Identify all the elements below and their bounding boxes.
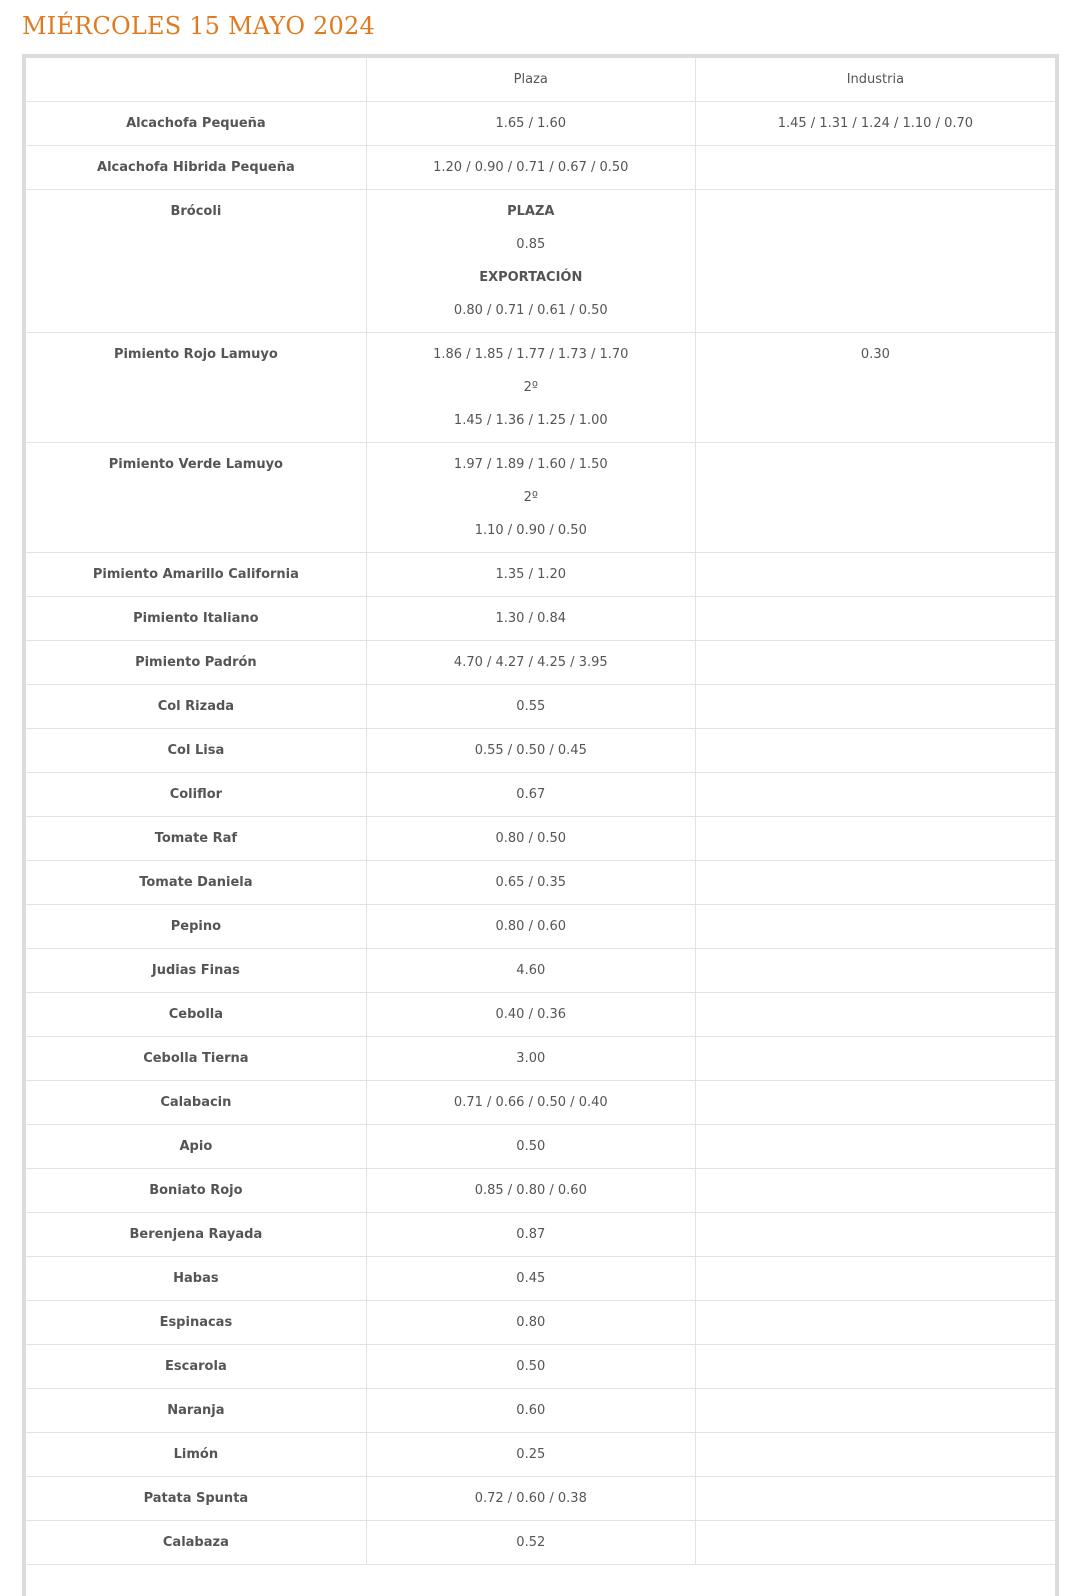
product-name: Alcachofa Hibrida Pequeña bbox=[26, 146, 366, 190]
industria-cell bbox=[695, 1037, 1055, 1081]
industria-cell bbox=[695, 597, 1055, 641]
plaza-cell bbox=[366, 729, 695, 773]
plaza-cell bbox=[366, 333, 695, 443]
industria-cell bbox=[695, 1301, 1055, 1345]
industria-cell bbox=[695, 773, 1055, 817]
table-row bbox=[26, 1301, 1055, 1345]
plaza-price-line: 0.55 bbox=[516, 699, 546, 714]
industria-cell bbox=[695, 553, 1055, 597]
header-plaza: Plaza bbox=[366, 58, 695, 102]
product-name: Brócoli bbox=[26, 190, 366, 333]
plaza-cell bbox=[366, 817, 695, 861]
industria-cell bbox=[695, 443, 1055, 553]
table-row bbox=[26, 1213, 1055, 1257]
plaza-price-line: EXPORTACIÓN bbox=[479, 270, 583, 285]
table-row bbox=[26, 1257, 1055, 1301]
plaza-cell bbox=[366, 1433, 695, 1477]
table-row bbox=[26, 190, 1055, 333]
plaza-price-line: 0.40 / 0.36 bbox=[495, 1007, 567, 1022]
plaza-cell bbox=[366, 146, 695, 190]
header-industria: Industria bbox=[695, 58, 1055, 102]
table-row bbox=[26, 773, 1055, 817]
table-row bbox=[26, 553, 1055, 597]
industria-cell bbox=[695, 1257, 1055, 1301]
product-name: Escarola bbox=[26, 1345, 366, 1389]
industria-cell bbox=[695, 1169, 1055, 1213]
product-name: Apio bbox=[26, 1125, 366, 1169]
table-row bbox=[26, 1389, 1055, 1433]
product-name: Naranja bbox=[26, 1389, 366, 1433]
product-name: Pimiento Padrón bbox=[26, 641, 366, 685]
industria-cell bbox=[695, 190, 1055, 333]
table-row bbox=[26, 1125, 1055, 1169]
plaza-price-line: 0.55 / 0.50 / 0.45 bbox=[474, 743, 587, 758]
plaza-price-line: 1.35 / 1.20 bbox=[495, 567, 567, 582]
industria-cell bbox=[695, 685, 1055, 729]
industria-price-line: 1.45 / 1.31 / 1.24 / 1.10 / 0.70 bbox=[777, 116, 974, 131]
product-name: Tomate Daniela bbox=[26, 861, 366, 905]
plaza-price-line: 2º bbox=[523, 490, 538, 505]
plaza-price-line: 1.10 / 0.90 / 0.50 bbox=[474, 523, 587, 538]
table-row bbox=[26, 597, 1055, 641]
product-name: Pimiento Verde Lamuyo bbox=[26, 443, 366, 553]
plaza-cell bbox=[366, 1213, 695, 1257]
product-name: Cebolla Tierna bbox=[26, 1037, 366, 1081]
plaza-cell bbox=[366, 1345, 695, 1389]
product-name: Col Lisa bbox=[26, 729, 366, 773]
table-row bbox=[26, 443, 1055, 553]
plaza-price-line: 1.45 / 1.36 / 1.25 / 1.00 bbox=[453, 413, 608, 428]
product-name: Pimiento Italiano bbox=[26, 597, 366, 641]
industria-cell bbox=[695, 1477, 1055, 1521]
industria-cell bbox=[695, 1389, 1055, 1433]
plaza-cell bbox=[366, 597, 695, 641]
plaza-cell bbox=[366, 190, 695, 333]
plaza-price-line: 1.20 / 0.90 / 0.71 / 0.67 / 0.50 bbox=[433, 160, 629, 175]
table-row bbox=[26, 1521, 1055, 1565]
plaza-price-line: 0.80 / 0.60 bbox=[495, 919, 567, 934]
plaza-price-line: 0.25 bbox=[516, 1447, 546, 1462]
industria-cell bbox=[695, 729, 1055, 773]
product-name: Alcachofa Pequeña bbox=[26, 102, 366, 146]
plaza-price-line: 0.80 / 0.71 / 0.61 / 0.50 bbox=[453, 303, 608, 318]
product-name: Patata Spunta bbox=[26, 1477, 366, 1521]
product-name: Pimiento Rojo Lamuyo bbox=[26, 333, 366, 443]
product-name: Tomate Raf bbox=[26, 817, 366, 861]
industria-cell bbox=[695, 905, 1055, 949]
table-row bbox=[26, 905, 1055, 949]
plaza-price-line: 0.85 / 0.80 / 0.60 bbox=[474, 1183, 587, 1198]
plaza-price-line: 0.80 / 0.50 bbox=[495, 831, 567, 846]
table-row bbox=[26, 1345, 1055, 1389]
industria-cell bbox=[695, 1081, 1055, 1125]
table-row bbox=[26, 333, 1055, 443]
plaza-price-line: 0.80 bbox=[516, 1315, 546, 1330]
product-name: Judias Finas bbox=[26, 949, 366, 993]
table-row bbox=[26, 146, 1055, 190]
table-row bbox=[26, 1477, 1055, 1521]
industria-cell bbox=[695, 1125, 1055, 1169]
plaza-price-line: 0.67 bbox=[516, 787, 546, 802]
industria-cell bbox=[695, 102, 1055, 146]
plaza-cell bbox=[366, 1521, 695, 1565]
plaza-price-line: 1.65 / 1.60 bbox=[495, 116, 567, 131]
plaza-price-line: 0.50 bbox=[516, 1359, 546, 1374]
industria-cell bbox=[695, 1521, 1055, 1565]
plaza-cell bbox=[366, 1125, 695, 1169]
table-header-row bbox=[26, 58, 1055, 102]
plaza-cell bbox=[366, 1477, 695, 1521]
product-name: Coliflor bbox=[26, 773, 366, 817]
plaza-price-line: 0.45 bbox=[516, 1271, 546, 1286]
industria-cell bbox=[695, 949, 1055, 993]
header-product bbox=[26, 58, 366, 102]
plaza-price-line: PLAZA bbox=[507, 204, 555, 219]
industria-cell bbox=[695, 641, 1055, 685]
plaza-cell bbox=[366, 993, 695, 1037]
plaza-price-line: 1.30 / 0.84 bbox=[495, 611, 567, 626]
plaza-cell bbox=[366, 1169, 695, 1213]
product-name: Limón bbox=[26, 1433, 366, 1477]
table-row bbox=[26, 1169, 1055, 1213]
plaza-cell bbox=[366, 905, 695, 949]
industria-cell bbox=[695, 333, 1055, 443]
plaza-cell bbox=[366, 861, 695, 905]
plaza-cell bbox=[366, 553, 695, 597]
product-name: Boniato Rojo bbox=[26, 1169, 366, 1213]
plaza-cell bbox=[366, 1257, 695, 1301]
product-name: Espinacas bbox=[26, 1301, 366, 1345]
plaza-price-line: 0.52 bbox=[516, 1535, 546, 1550]
plaza-price-line: 2º bbox=[523, 380, 538, 395]
product-name: Col Rizada bbox=[26, 685, 366, 729]
plaza-cell bbox=[366, 773, 695, 817]
product-name: Berenjena Rayada bbox=[26, 1213, 366, 1257]
plaza-price-line: 0.71 / 0.66 / 0.50 / 0.40 bbox=[453, 1095, 608, 1110]
industria-cell bbox=[695, 861, 1055, 905]
plaza-cell bbox=[366, 1081, 695, 1125]
plaza-price-line: 0.85 bbox=[516, 237, 546, 252]
price-table-body bbox=[26, 58, 1055, 1565]
table-row bbox=[26, 641, 1055, 685]
table-row bbox=[26, 729, 1055, 773]
plaza-price-line: 0.50 bbox=[516, 1139, 546, 1154]
product-name: Calabacin bbox=[26, 1081, 366, 1125]
table-row bbox=[26, 993, 1055, 1037]
plaza-price-line: 3.00 bbox=[516, 1051, 546, 1066]
plaza-cell bbox=[366, 1037, 695, 1081]
price-table-frame bbox=[22, 54, 1059, 1596]
page-title: MIÉRCOLES 15 MAYO 2024 bbox=[22, 12, 375, 40]
plaza-price-line: 0.65 / 0.35 bbox=[495, 875, 567, 890]
industria-cell bbox=[695, 993, 1055, 1037]
plaza-cell bbox=[366, 102, 695, 146]
industria-cell bbox=[695, 146, 1055, 190]
industria-cell bbox=[695, 817, 1055, 861]
plaza-cell bbox=[366, 641, 695, 685]
table-row bbox=[26, 685, 1055, 729]
plaza-price-line: 0.60 bbox=[516, 1403, 546, 1418]
plaza-price-line: 0.87 bbox=[516, 1227, 546, 1242]
plaza-price-line: 4.70 / 4.27 / 4.25 / 3.95 bbox=[453, 655, 608, 670]
plaza-price-line: 0.72 / 0.60 / 0.38 bbox=[474, 1491, 587, 1506]
plaza-price-line: 1.97 / 1.89 / 1.60 / 1.50 bbox=[453, 457, 608, 472]
table-row bbox=[26, 1433, 1055, 1477]
product-name: Pimiento Amarillo California bbox=[26, 553, 366, 597]
table-row bbox=[26, 102, 1055, 146]
plaza-cell bbox=[366, 685, 695, 729]
industria-cell bbox=[695, 1433, 1055, 1477]
product-name: Habas bbox=[26, 1257, 366, 1301]
plaza-cell bbox=[366, 443, 695, 553]
plaza-cell bbox=[366, 1389, 695, 1433]
plaza-price-line: 4.60 bbox=[516, 963, 546, 978]
table-row bbox=[26, 861, 1055, 905]
product-name: Calabaza bbox=[26, 1521, 366, 1565]
industria-cell bbox=[695, 1213, 1055, 1257]
table-row bbox=[26, 817, 1055, 861]
industria-cell bbox=[695, 1345, 1055, 1389]
table-row bbox=[26, 1081, 1055, 1125]
industria-price-line: 0.30 bbox=[860, 347, 890, 362]
product-name: Cebolla bbox=[26, 993, 366, 1037]
plaza-cell bbox=[366, 1301, 695, 1345]
plaza-cell bbox=[366, 949, 695, 993]
price-table bbox=[26, 58, 1055, 1565]
product-name: Pepino bbox=[26, 905, 366, 949]
table-row bbox=[26, 1037, 1055, 1081]
table-row bbox=[26, 949, 1055, 993]
plaza-price-line: 1.86 / 1.85 / 1.77 / 1.73 / 1.70 bbox=[433, 347, 629, 362]
